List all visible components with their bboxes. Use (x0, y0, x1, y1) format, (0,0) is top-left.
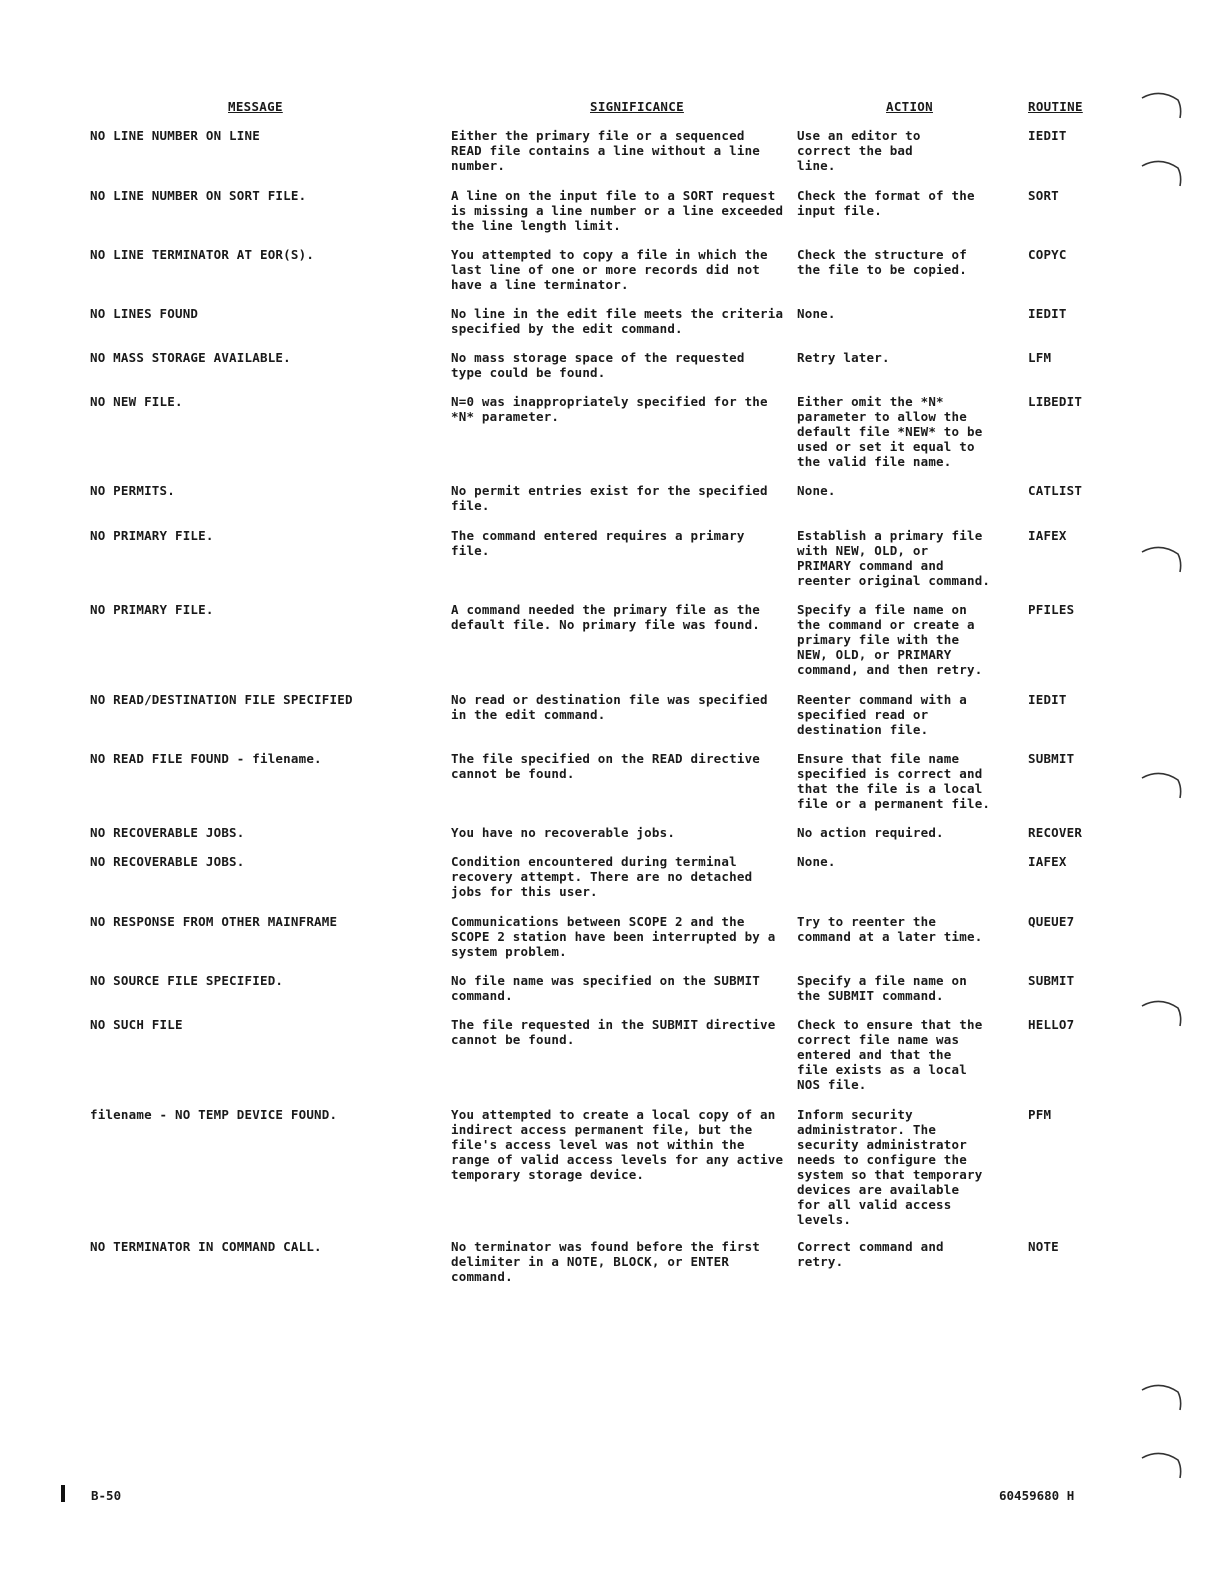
significance-cell: No file name was specified on the SUBMIT command. (451, 973, 761, 1003)
significance-cell: No terminator was found before the first delimiter in a NOTE, BLOCK, or ENTER command. (451, 1239, 761, 1284)
routine-cell: IAFEX (1028, 854, 1067, 869)
routine-cell: RECOVER (1028, 825, 1083, 840)
change-bar (61, 1485, 65, 1502)
action-cell: Specify a file name on the command or create a primary file with the NEW, OLD, or PRIMARY command, and then retry. (797, 602, 983, 677)
action-cell: Use an editor to correct the bad line. (797, 128, 921, 173)
action-cell: None. (797, 483, 836, 498)
routine-cell: HELLO7 (1028, 1017, 1075, 1032)
message-cell: NO RECOVERABLE JOBS. (90, 854, 245, 869)
routine-cell: QUEUE7 (1028, 914, 1075, 929)
message-cell: NO NEW FILE. (90, 394, 183, 409)
message-cell: NO PERMITS. (90, 483, 175, 498)
action-cell: No action required. (797, 825, 944, 840)
action-cell: Either omit the *N* parameter to allow the default file *NEW* to be used or set it equal to the valid file name. (797, 394, 983, 469)
binder-hole-icon (1140, 1450, 1184, 1480)
routine-cell: IEDIT (1028, 128, 1067, 143)
message-cell: NO PRIMARY FILE. (90, 602, 214, 617)
message-cell: NO LINE TERMINATOR AT EOR(S). (90, 247, 315, 262)
significance-cell: Either the primary file or a sequenced READ file contains a line without a line number. (451, 128, 761, 173)
binder-hole-icon (1140, 998, 1184, 1028)
routine-cell: PFILES (1028, 602, 1075, 617)
routine-cell: COPYC (1028, 247, 1067, 262)
action-cell: Ensure that file name specified is correct and that the file is a local file or a permanent file. (797, 751, 991, 811)
significance-cell: No line in the edit file meets the criteria specified by the edit command. (451, 306, 784, 336)
routine-cell: LIBEDIT (1028, 394, 1083, 409)
message-cell: NO SUCH FILE (90, 1017, 183, 1032)
message-cell: NO LINE NUMBER ON SORT FILE. (90, 188, 307, 203)
header-message: MESSAGE (228, 99, 283, 114)
message-cell: NO TERMINATOR IN COMMAND CALL. (90, 1239, 322, 1254)
routine-cell: NOTE (1028, 1239, 1059, 1254)
significance-cell: Communications between SCOPE 2 and the SCOPE 2 station have been interrupted by a system problem. (451, 914, 776, 959)
routine-cell: IAFEX (1028, 528, 1067, 543)
significance-cell: The file requested in the SUBMIT directive cannot be found. (451, 1017, 776, 1047)
routine-cell: SORT (1028, 188, 1059, 203)
action-cell: Check the structure of the file to be copied. (797, 247, 967, 277)
routine-cell: PFM (1028, 1107, 1052, 1122)
action-cell: Specify a file name on the SUBMIT command. (797, 973, 967, 1003)
significance-cell: The command entered requires a primary file. (451, 528, 745, 558)
routine-cell: IEDIT (1028, 692, 1067, 707)
significance-cell: No read or destination file was specified in the edit command. (451, 692, 768, 722)
binder-hole-icon (1140, 90, 1184, 120)
header-action: ACTION (886, 99, 933, 114)
binder-hole-icon (1140, 158, 1184, 188)
message-cell: NO LINE NUMBER ON LINE (90, 128, 260, 143)
routine-cell: SUBMIT (1028, 751, 1075, 766)
action-cell: Correct command and retry. (797, 1239, 944, 1269)
document-number: 60459680 H (999, 1488, 1075, 1503)
action-cell: Check the format of the input file. (797, 188, 975, 218)
message-cell: NO SOURCE FILE SPECIFIED. (90, 973, 284, 988)
page-number: B-50 (91, 1488, 122, 1503)
routine-cell: LFM (1028, 350, 1052, 365)
significance-cell: A line on the input file to a SORT request is missing a line number or a line exceeded the line length limit. (451, 188, 784, 233)
significance-cell: A command needed the primary file as the default file. No primary file was found. (451, 602, 761, 632)
significance-cell: No mass storage space of the requested type could be found. (451, 350, 745, 380)
routine-cell: SUBMIT (1028, 973, 1075, 988)
header-routine: ROUTINE (1028, 99, 1083, 114)
action-cell: Reenter command with a specified read or destination file. (797, 692, 967, 737)
significance-cell: The file specified on the READ directive cannot be found. (451, 751, 761, 781)
header-significance: SIGNIFICANCE (590, 99, 684, 114)
action-cell: Inform security administrator. The security administrator needs to configure the system so that temporary devices are available for all valid access levels. (797, 1107, 983, 1227)
message-cell: NO READ/DESTINATION FILE SPECIFIED (90, 692, 353, 707)
action-cell: Check to ensure that the correct file name was entered and that the file exists as a local NOS file. (797, 1017, 983, 1092)
routine-cell: IEDIT (1028, 306, 1067, 321)
message-cell: NO RESPONSE FROM OTHER MAINFRAME (90, 914, 338, 929)
significance-cell: You attempted to copy a file in which the last line of one or more records did not have a line terminator. (451, 247, 768, 292)
significance-cell: Condition encountered during terminal recovery attempt. There are no detached jobs for this user. (451, 854, 753, 899)
action-cell: Establish a primary file with NEW, OLD, or PRIMARY command and reenter original command. (797, 528, 991, 588)
significance-cell: No permit entries exist for the specified file. (451, 483, 768, 513)
message-cell: NO PRIMARY FILE. (90, 528, 214, 543)
significance-cell: You attempted to create a local copy of an indirect access permanent file, but the file's access level was not within the range of valid access levels for any active temporary storage device. (451, 1107, 784, 1182)
action-cell: Try to reenter the command at a later time. (797, 914, 983, 944)
message-cell: NO MASS STORAGE AVAILABLE. (90, 350, 291, 365)
binder-hole-icon (1140, 1382, 1184, 1412)
message-cell: NO READ FILE FOUND - filename. (90, 751, 322, 766)
routine-cell: CATLIST (1028, 483, 1083, 498)
message-cell: NO RECOVERABLE JOBS. (90, 825, 245, 840)
significance-cell: N=0 was inappropriately specified for the *N* parameter. (451, 394, 768, 424)
message-cell: NO LINES FOUND (90, 306, 199, 321)
action-cell: Retry later. (797, 350, 890, 365)
message-cell: filename - NO TEMP DEVICE FOUND. (90, 1107, 338, 1122)
action-cell: None. (797, 854, 836, 869)
significance-cell: You have no recoverable jobs. (451, 825, 676, 840)
action-cell: None. (797, 306, 836, 321)
binder-hole-icon (1140, 770, 1184, 800)
binder-hole-icon (1140, 544, 1184, 574)
